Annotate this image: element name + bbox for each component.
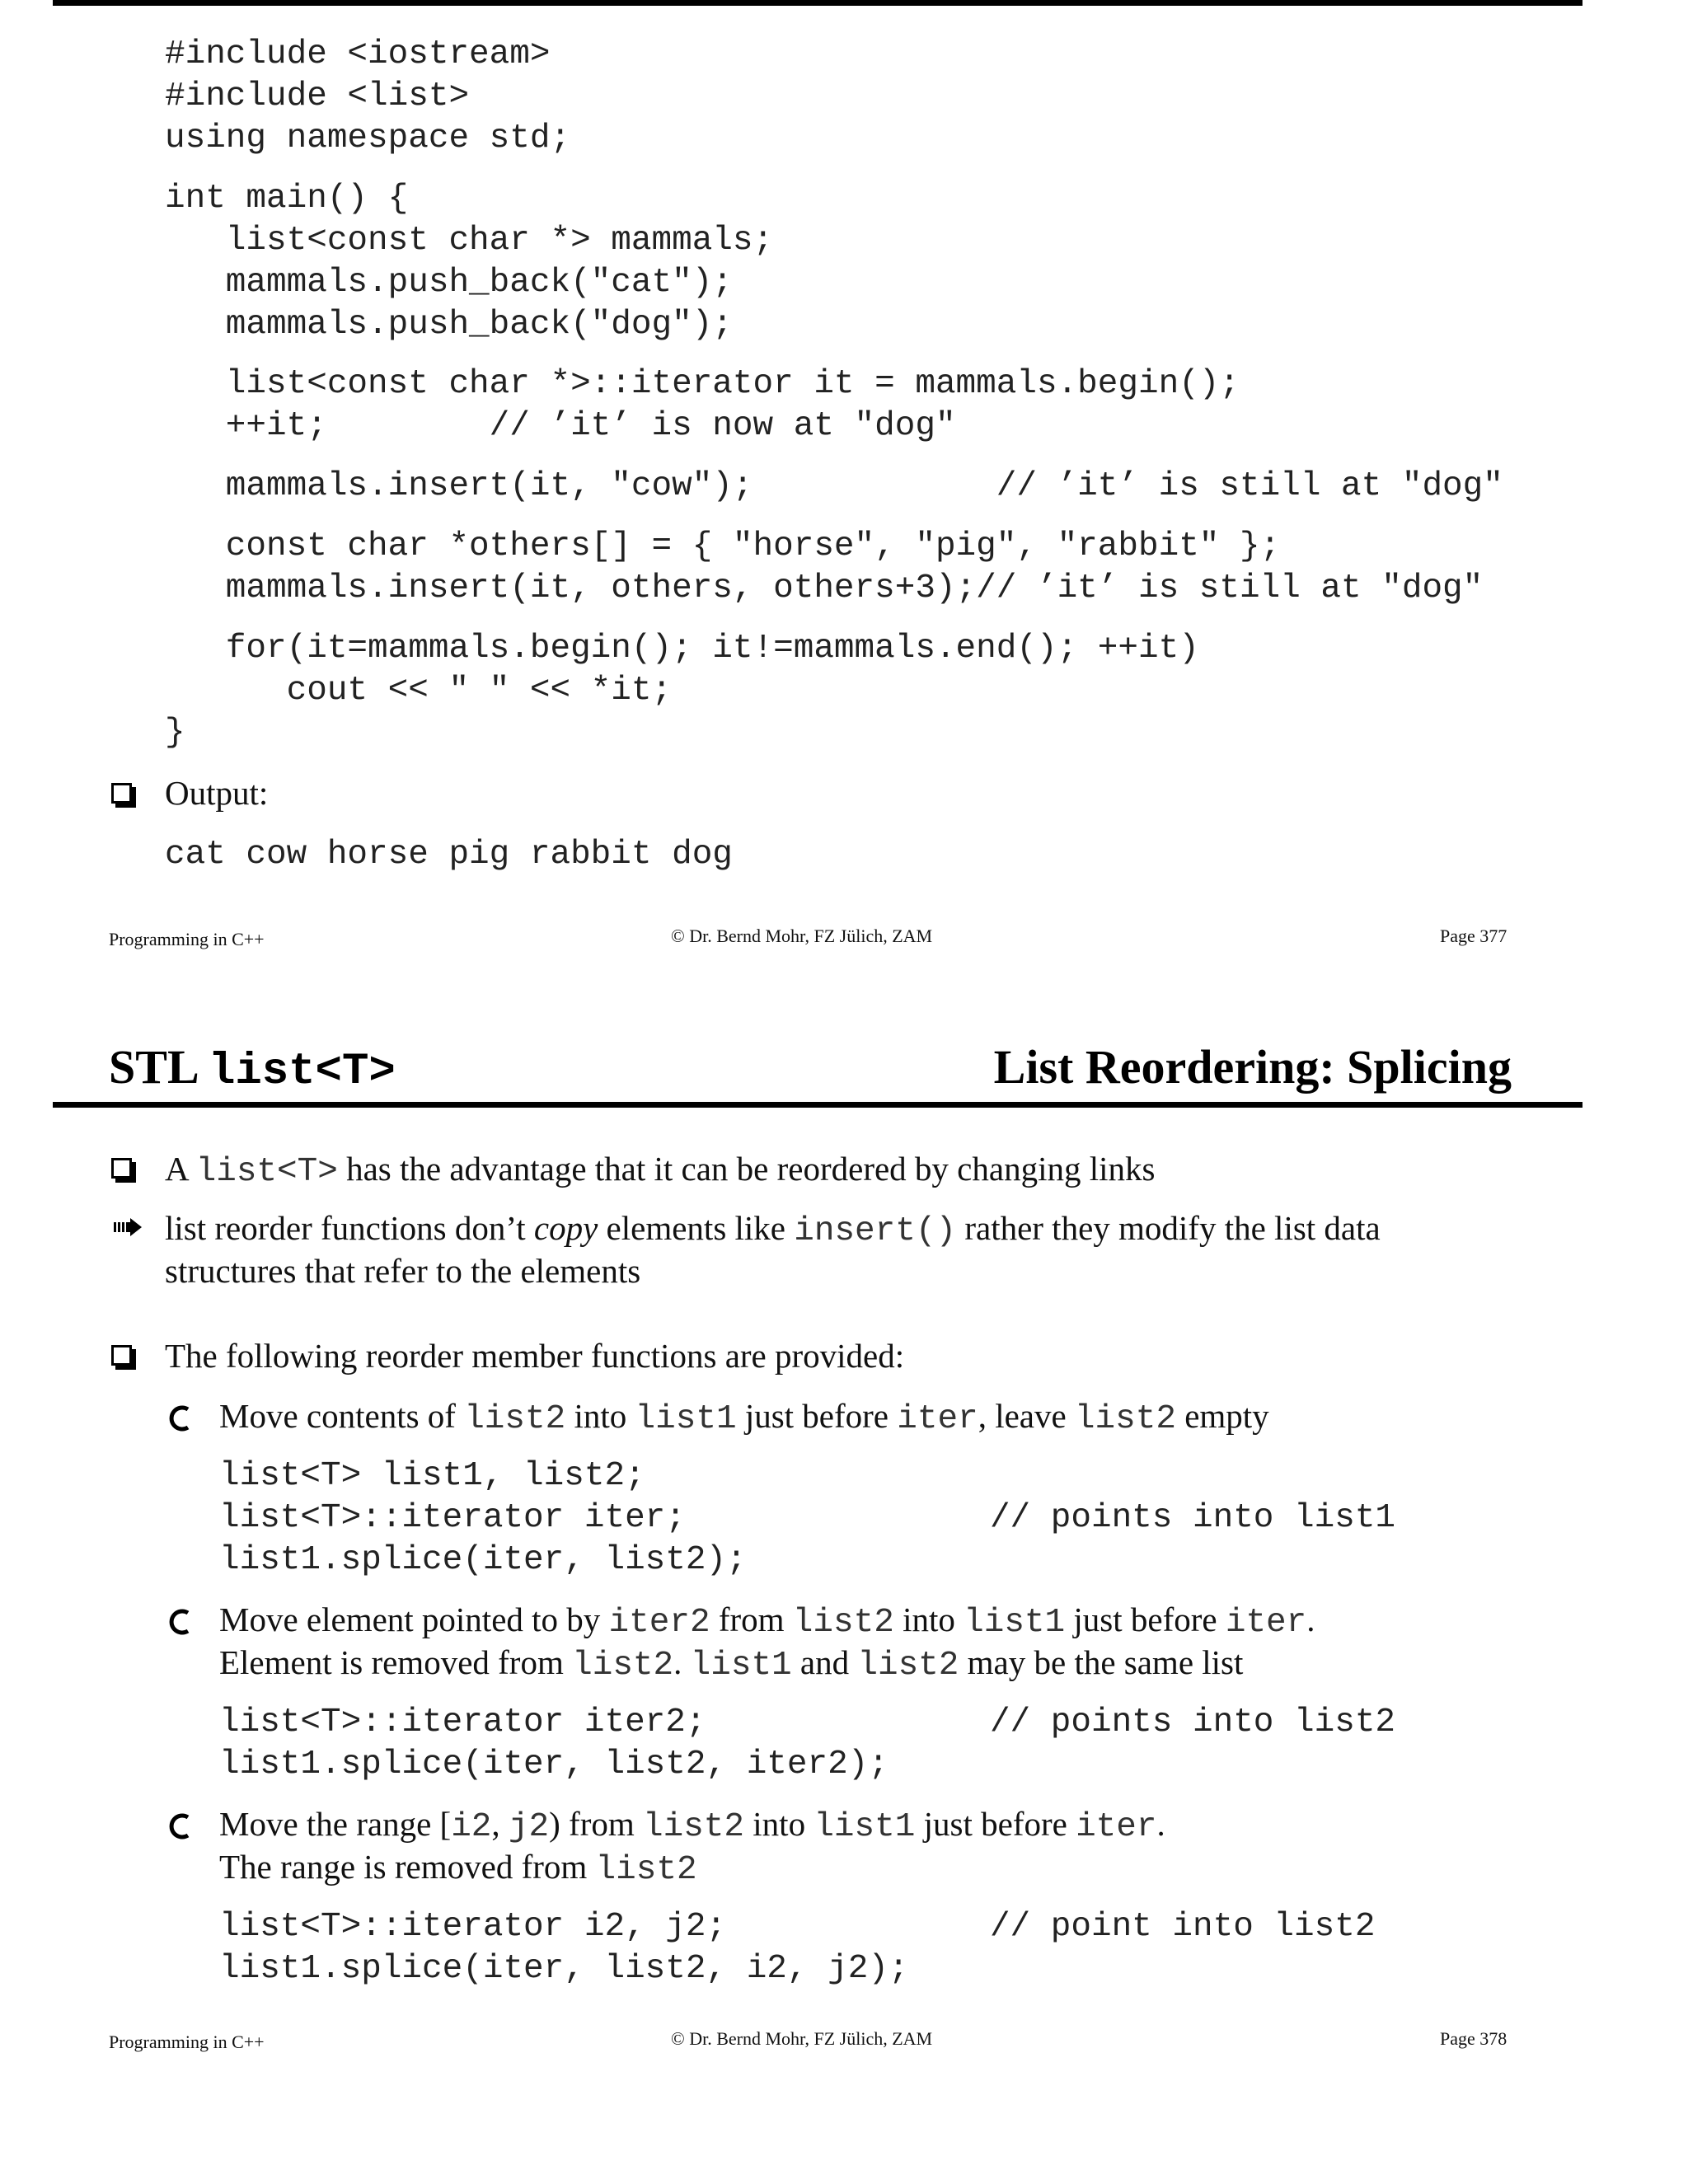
code-span: list2 [792,1604,894,1642]
footer-center: © Dr. Bernd Mohr, FZ Jülich, ZAM [671,2028,933,2049]
code-span: insert() [794,1212,957,1250]
text-span: just before [915,1805,1076,1843]
code-span: list2 [643,1808,745,1846]
sub-item-move-contents [219,1394,1269,1441]
arrow-item-line2: structures that refer to the elements [165,1252,641,1290]
text-span: Move element pointed to by [219,1601,609,1638]
checkbox-bullet-icon [111,783,132,804]
code-span: list2 [1074,1400,1176,1438]
text-span: empty [1175,1397,1269,1435]
code-span: iter [897,1400,978,1438]
footer-left: Programming in C++ [109,929,265,949]
code-span: list<T> [195,1153,338,1191]
text-span: A [165,1150,196,1188]
text-span: . [1306,1601,1315,1638]
title-rule [53,1102,1582,1108]
sub-item-move-element [219,1598,1315,1644]
code-span: list1 [690,1647,792,1685]
text-span: elements like [598,1209,795,1247]
code-line: list<const char *> mammals; [165,222,774,260]
code-span: list2 [857,1647,959,1685]
output-label: Output: [165,774,269,812]
text-span: into [893,1601,964,1638]
text-span: from [710,1601,793,1638]
text-span: list reorder functions don’t [165,1209,534,1247]
code-line: int main() { [165,180,409,218]
text-span: , [491,1805,509,1843]
code-line: #include <list> [165,77,470,115]
code-line: list<T>::iterator iter; // points into list1 [219,1499,1396,1537]
code-span: iter2 [608,1604,710,1642]
arrow-bullet-icon [114,1218,143,1236]
text-span: Move contents of [219,1397,465,1435]
code-span: list1 [635,1400,737,1438]
sub-item-move-element-line2 [219,1641,1243,1687]
top-rule [53,0,1582,6]
circle-bullet-icon [166,1608,195,1636]
emphasis-span: copy [533,1209,598,1247]
code-line: list1.splice(iter, list2); [219,1541,747,1579]
title-prefix: STL [109,1040,209,1094]
code-span: i2 [451,1808,492,1846]
code-line: cout << " " << *it; [165,672,673,710]
code-line: } [165,714,185,752]
text-span: rather they modify the list data [956,1209,1381,1247]
code-span: j2 [508,1808,550,1846]
text-span: . [1156,1805,1165,1843]
code-span: list1 [814,1808,916,1846]
code-line: mammals.push_back("dog"); [165,306,733,344]
code-line: list1.splice(iter, list2, iter2); [219,1746,889,1783]
text-span: into [744,1805,814,1843]
code-line: list1.splice(iter, list2, i2, j2); [219,1950,909,1988]
checkbox-bullet-icon [111,1158,132,1179]
text-span: ) from [549,1805,643,1843]
checkbox-bullet-icon [111,1345,132,1366]
text-span: and [791,1643,858,1681]
text-span: The range is removed from [219,1848,596,1886]
title-code: list<T> [208,1047,396,1097]
bullet-advantage [165,1147,1155,1193]
code-line: for(it=mammals.begin(); it!=mammals.end(); ++it) [165,630,1199,668]
text-span: just before [1065,1601,1226,1638]
code-line: #include <iostream> [165,35,551,73]
arrow-item-line1 [165,1207,1381,1253]
code-line: list<T>::iterator i2, j2; // point into list2 [219,1908,1376,1946]
code-line: list<const char *>::iterator it = mammals.begin(); [165,365,1240,403]
text-span: Move the range [ [219,1805,452,1843]
text-span: , leave [978,1397,1075,1435]
text-span: . [673,1643,691,1681]
code-span: list2 [595,1851,697,1889]
footer-right: Page 378 [1440,2028,1507,2049]
code-line: ++it; // ’it’ is now at "dog" [165,407,956,445]
code-line: list<T>::iterator iter2; // points into list2 [219,1704,1396,1741]
code-span: iter [1225,1604,1307,1642]
code-span: list2 [464,1400,566,1438]
circle-bullet-icon [166,1404,195,1432]
code-line: list<T> list1, list2; [219,1457,645,1495]
text-span: into [565,1397,635,1435]
slide-title-right: List Reordering: Splicing [993,1040,1512,1094]
code-line: using namespace std; [165,120,571,157]
code-span: list2 [572,1647,674,1685]
sub-item-move-range-line2 [219,1845,697,1891]
text-span: may be the same list [959,1643,1244,1681]
code-line: mammals.push_back("cat"); [165,264,733,302]
text-span: Element is removed from [219,1643,573,1681]
code-span: list1 [964,1604,1066,1642]
code-line: mammals.insert(it, others, others+3);// ’it’ is still at "dog" [165,569,1484,607]
footer-center: © Dr. Bernd Mohr, FZ Jülich, ZAM [671,926,933,946]
slide-title-left [109,1040,396,1099]
code-line: mammals.insert(it, "cow"); // ’it’ is still at "dog" [165,467,1503,505]
code-line: const char *others[] = { "horse", "pig", "rabbit" }; [165,527,1281,565]
output-text: cat cow horse pig rabbit dog [165,836,733,874]
bullet-reorder-functions: The following reorder member functions are provided: [165,1337,905,1375]
text-span: has the advantage that it can be reordered by changing links [337,1150,1156,1188]
footer-left: Programming in C++ [109,2032,265,2052]
sub-item-move-range [219,1802,1165,1849]
footer-right: Page 377 [1440,926,1507,946]
code-span: iter [1076,1808,1157,1846]
circle-bullet-icon [166,1812,195,1840]
text-span: just before [736,1397,898,1435]
